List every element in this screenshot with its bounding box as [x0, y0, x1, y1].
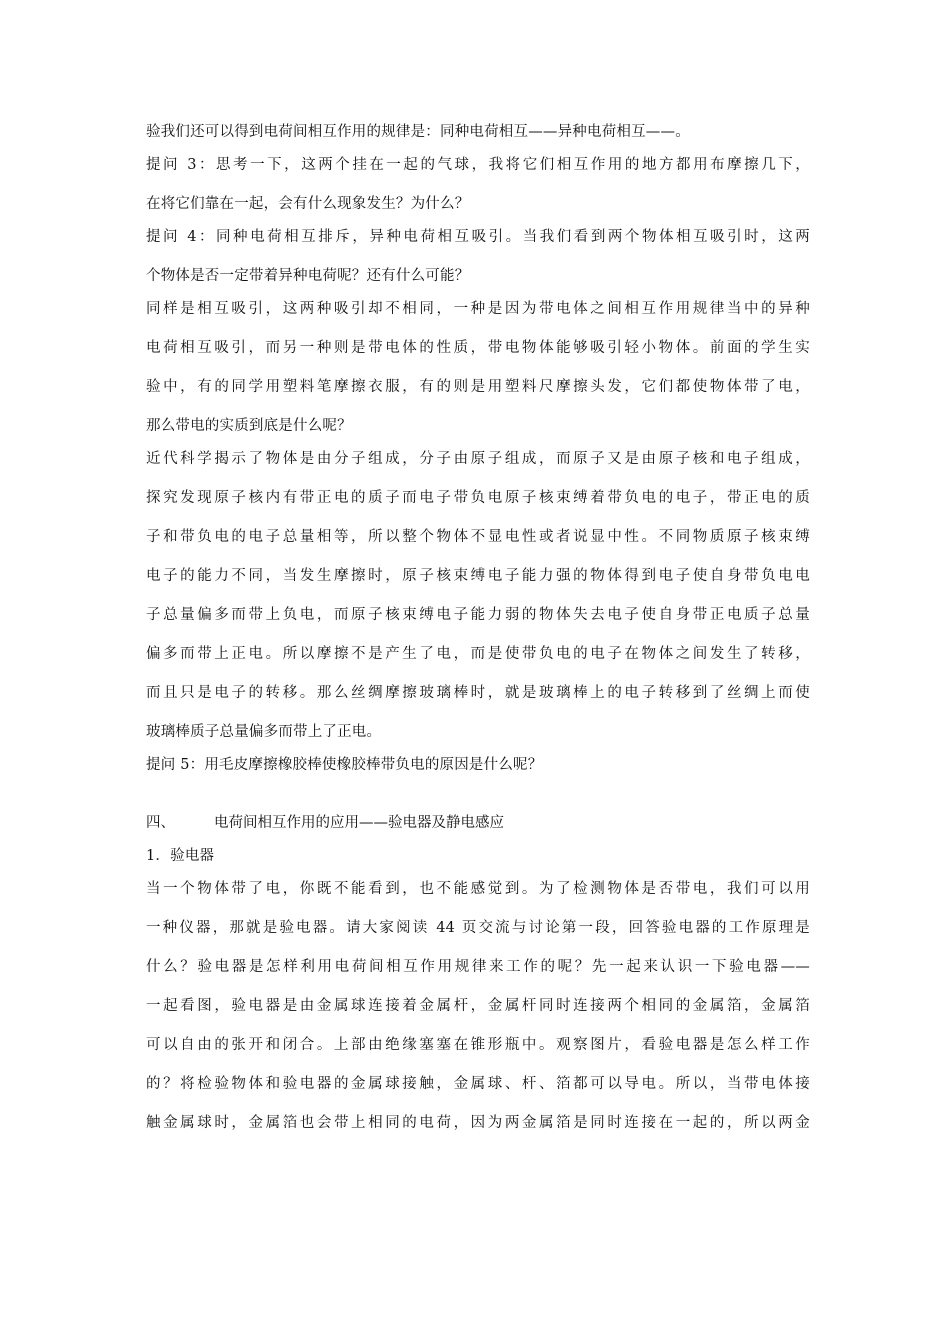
text-line: 子和带负电的电子总量相等，所以整个物体不显电性或者说显中性。不同物质原子核束缚 [146, 529, 810, 545]
text-line: 子总量偏多而带上负电，而原子核束缚电子能力弱的物体失去电子使自身带正电质子总量 [146, 607, 810, 623]
text-line: 一种仪器，那就是验电器。请大家阅读 44 页交流与讨论第一段，回答验电器的工作原理是 [146, 920, 810, 936]
text-line: 验中，有的同学用塑料笔摩擦衣服，有的则是用塑料尺摩擦头发，它们都使物体带了电， [146, 379, 810, 395]
subheading: 1．验电器 [146, 848, 215, 864]
text-line: 在将它们靠在一起，会有什么现象发生？为什么？ [146, 196, 470, 212]
text-line: 电荷相互吸引，而另一种则是带电体的性质，带电物体能够吸引轻小物体。前面的学生实 [146, 340, 810, 356]
text-line: 那么带电的实质到底是什么呢？ [146, 418, 352, 434]
text-line: 玻璃棒质子总量偏多而带上了正电。 [146, 724, 382, 740]
text-line: 触金属球时，金属箔也会带上相同的电荷，因为两金属箔是同时连接在一起的，所以两金 [146, 1115, 810, 1131]
section-number: 四、 [146, 815, 175, 831]
text-line: 提问 3：思考一下，这两个挂在一起的气球，我将它们相互作用的地方都用布摩擦几下， [146, 157, 810, 173]
text-line: 近代科学揭示了物体是由分子组成，分子由原子组成，而原子又是由原子核和电子组成， [146, 451, 810, 467]
text-line: 可以自由的张开和闭合。上部由绝缘塞塞在锥形瓶中。观察图片，看验电器是怎么样工作 [146, 1037, 810, 1053]
text-line: 的？将检验物体和验电器的金属球接触，金属球、杆、箔都可以导电。所以，当带电体接 [146, 1076, 810, 1092]
section-title: 电荷间相互作用的应用——验电器及静电感应 [214, 815, 504, 831]
text-line: 探究发现原子核内有带正电的质子而电子带负电原子核束缚着带负电的电子，带正电的质 [146, 490, 810, 506]
document-body [146, 122, 810, 1133]
section-heading [146, 813, 810, 833]
text-line: 一起看图，验电器是由金属球连接着金属杆，金属杆同时连接两个相同的金属箔，金属箔 [146, 998, 810, 1014]
text-line: 电子的能力不同，当发生摩擦时，原子核束缚电子能力强的物体得到电子使自身带负电电 [146, 568, 810, 584]
text-line: 而且只是电子的转移。那么丝绸摩擦玻璃棒时，就是玻璃棒上的电子转移到了丝绸上而使 [146, 685, 810, 701]
text-line: 验我们还可以得到电荷间相互作用的规律是：同种电荷相互——异种电荷相互——。 [146, 124, 690, 140]
text-line: 当一个物体带了电，你既不能看到，也不能感觉到。为了检测物体是否带电，我们可以用 [146, 881, 810, 897]
text-line: 个物体是否一定带着异种电荷呢？还有什么可能？ [146, 268, 470, 284]
text-line: 同样是相互吸引，这两种吸引却不相同，一种是因为带电体之间相互作用规律当中的异种 [146, 301, 810, 317]
text-line: 偏多而带上正电。所以摩擦不是产生了电，而是使带负电的电子在物体之间发生了转移， [146, 646, 810, 662]
text-line: 什么？验电器是怎样利用电荷间相互作用规律来工作的呢？先一起来认识一下验电器—— [146, 959, 810, 975]
text-line: 提问 4：同种电荷相互排斥，异种电荷相互吸引。当我们看到两个物体相互吸引时，这两 [146, 229, 810, 245]
text-line: 提问 5：用毛皮摩擦橡胶棒使橡胶棒带负电的原因是什么呢？ [146, 757, 543, 773]
